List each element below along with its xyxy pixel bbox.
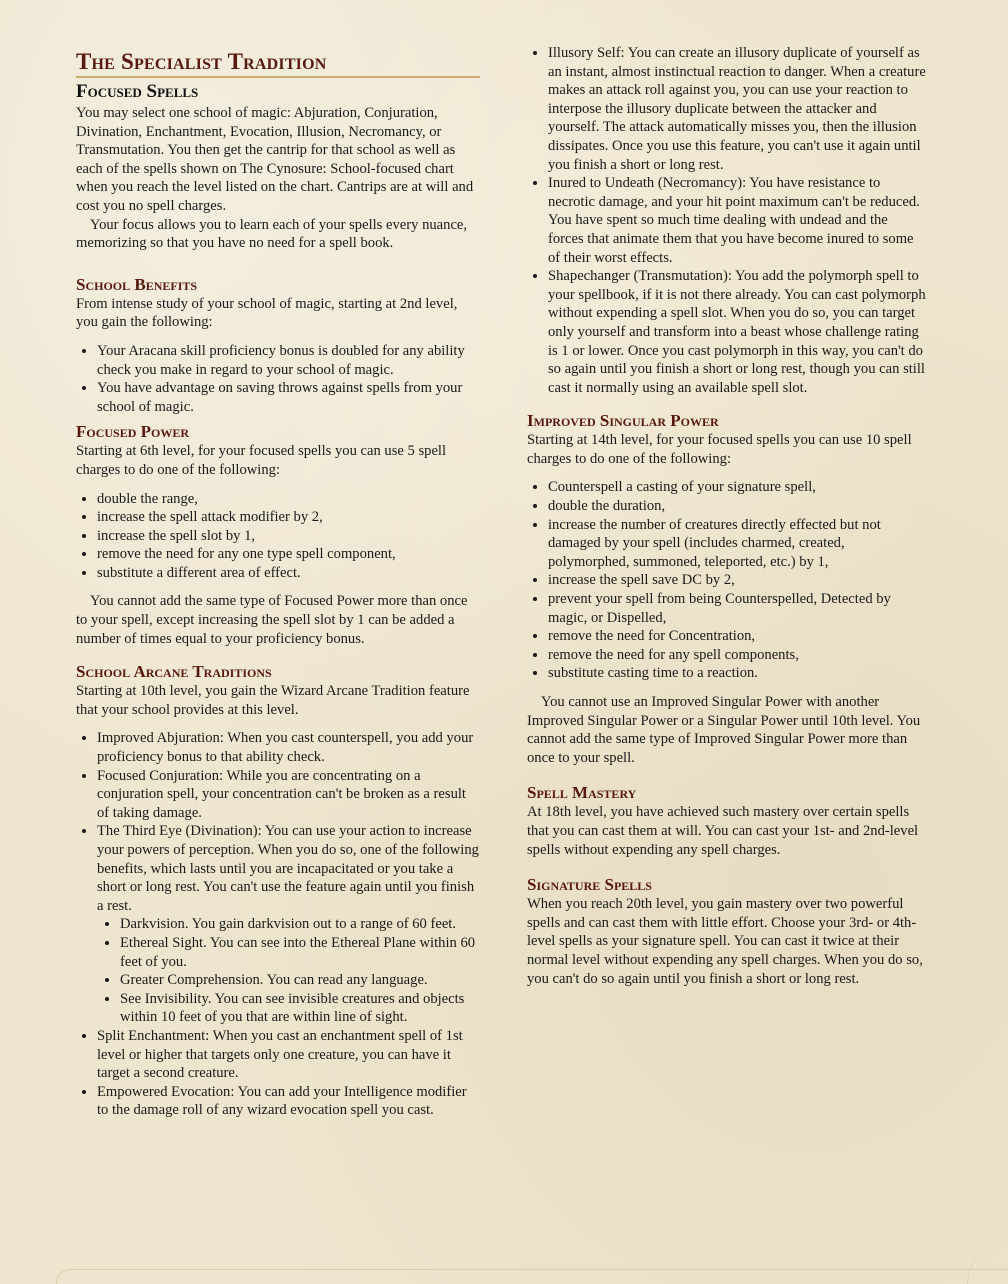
- improved-singular-intro: Starting at 14th level, for your focused spells you can use 10 spell charges to do one of the following:: [527, 432, 912, 467]
- focused-power-list: [76, 490, 480, 583]
- school-arcane-intro: Starting at 10th level, you gain the Wizard Arcane Tradition feature that your school provides at this level.: [76, 683, 470, 718]
- spell-mastery-heading: Spell Mastery: [527, 783, 637, 803]
- list-item: • Improved Abjuration: When you cast counterspell, you add your proficiency bonus to that ability check.: [97, 729, 480, 766]
- list-item: • double the duration,: [548, 497, 927, 516]
- focused-power-intro: Starting at 6th level, for your focused spells you can use 5 spell charges to do one of the following:: [76, 443, 447, 478]
- focused-spells-paragraph-2: Your focus allows you to learn each of your spells every nuance, memorizing so that you have no need for a spell book.: [76, 216, 468, 252]
- focused-power-outro: You cannot add the same type of Focused Power more than once to your spell, except increasing the spell slot by 1 can be added a number of times equal to your proficiency bonus.: [76, 593, 468, 647]
- list-item: • You have advantage on saving throws against spells from your school of magic.: [97, 379, 480, 416]
- school-benefits-heading: School Benefits: [76, 274, 198, 294]
- signature-spells-text: When you reach 20th level, you gain mastery over two powerful spells and can cast them with little effort. Choose your 3rd- or 4th-level spells as your signature spell. You can cast it twice at their normal level without expending any spell charges. When you do so, you can't do so again until you finish a short or long rest.: [527, 896, 923, 987]
- list-item: • increase the spell save DC by 2,: [548, 571, 927, 590]
- list-item: • Inured to Undeath (Necromancy): You have resistance to necrotic damage, and your hit point maximum can't be reduced. You have spent so much time dealing with undead and the forces that animate them that you have become inured to some of their worst effects.: [548, 174, 927, 267]
- list-item: • substitute a different area of effect.: [97, 564, 480, 583]
- improved-singular-power-heading: Improved Singular Power: [527, 411, 719, 431]
- list-item: • double the range,: [97, 490, 480, 509]
- list-item: • increase the spell attack modifier by 2,: [97, 508, 480, 527]
- list-item: • See Invisibility. You can see invisible creatures and objects within 10 feet of you that are within line of sight.: [120, 990, 480, 1027]
- list-item: • Counterspell a casting of your signature spell,: [548, 478, 927, 497]
- improved-singular-list: [527, 478, 927, 683]
- focused-power-heading: Focused Power: [76, 422, 190, 442]
- list-item: • increase the number of creatures directly effected but not damaged by your spell (includes charmed, created, polymorphed, summoned, teleported, etc.) by 1,: [548, 516, 927, 572]
- list-item: • Shapechanger (Transmutation): You add the polymorph spell to your spellbook, if it is not there already. You can cast polymorph without expending a spell slot. When you do so, you can target only yourself and transform into a beast whose challenge rating is 1 or lower. Once you cast polymorph in this way, you can't do so again until you finish a short or long rest, though you can still cast it normally using an available spell slot.: [548, 267, 927, 397]
- list-item: • prevent your spell from being Counterspelled, Detected by magic, or Dispelled,: [548, 590, 927, 627]
- left-column: [76, 44, 480, 1120]
- page-corner-ornament: [967, 1244, 1008, 1284]
- list-item: • Your Aracana skill proficiency bonus is doubled for any ability check you make in regard to your school of magic.: [97, 342, 480, 379]
- page-title: The Specialist Tradition: [76, 48, 480, 78]
- list-item: • remove the need for any spell components,: [548, 646, 927, 665]
- list-item: • substitute casting time to a reaction.: [548, 664, 927, 683]
- list-item: • Darkvision. You gain darkvision out to a range of 60 feet.: [120, 915, 480, 934]
- signature-spells-heading: Signature Spells: [527, 875, 652, 895]
- school-arcane-list: [76, 729, 480, 915]
- school-arcane-list-continued: [76, 1027, 480, 1120]
- spell-mastery-text: At 18th level, you have achieved such mastery over certain spells that you can cast them at will. You can cast your 1st- and 2nd-level spells without expending any spell charges.: [527, 804, 919, 858]
- focused-spells-paragraph-1: You may select one school of magic: Abjuration, Conjuration, Divination, Enchantment, Evocation, Illusion, Necromancy, or Transmutation. You then get the cantrip for that school as well as each of the spells shown on The Cynosure: School-focused chart when you reach the level listed on the chart. Cantrips are at will and cost you no spell charges.: [76, 105, 474, 214]
- school-arcane-list-right: [527, 44, 927, 397]
- list-item: • remove the need for any one type spell component,: [97, 545, 480, 564]
- school-benefits-intro: From intense study of your school of magic, starting at 2nd level, you gain the following:: [76, 295, 458, 331]
- page-footer-frame: [56, 1269, 1008, 1284]
- school-benefits-list: [76, 342, 480, 416]
- school-arcane-traditions-heading: School Arcane Traditions: [76, 662, 272, 682]
- list-item: • Focused Conjuration: While you are concentrating on a conjuration spell, your concentration can't be broken as a result of taking damage.: [97, 767, 480, 823]
- list-item: • The Third Eye (Divination): You can use your action to increase your powers of perception. When you do so, one of the following benefits, which lasts until you are incapacitated or you take a short or long rest. You can't use the feature again until you finish a rest.: [97, 822, 480, 915]
- list-item: • increase the spell slot by 1,: [97, 527, 480, 546]
- right-column: [527, 44, 927, 988]
- list-item: • Split Enchantment: When you cast an enchantment spell of 1st level or higher that targets only one creature, you can have it target a second creature.: [97, 1027, 480, 1083]
- list-item: • Greater Comprehension. You can read any language.: [120, 971, 480, 990]
- third-eye-benefits-list: [76, 915, 480, 1027]
- list-item: • remove the need for Concentration,: [548, 627, 927, 646]
- list-item: • Ethereal Sight. You can see into the Ethereal Plane within 60 feet of you.: [120, 934, 480, 971]
- list-item: • Empowered Evocation: You can add your Intelligence modifier to the damage roll of any wizard evocation spell you cast.: [97, 1083, 480, 1120]
- focused-spells-heading: Focused Spells: [76, 81, 199, 102]
- improved-singular-outro: You cannot use an Improved Singular Power with another Improved Singular Power or a Singular Power until 10th level. You cannot add the same type of Improved Singular Power more than once to your spell.: [527, 694, 921, 766]
- list-item: • Illusory Self: You can create an illusory duplicate of yourself as an instant, almost instinctual reaction to danger. When a creature makes an attack roll against you, you can use your reaction to interpose the illusory duplicate between the attacker and yourself. The attack automatically misses you, then the illusion dissipates. Once you use this feature, you can't use it again until you finish a short or long rest.: [548, 44, 927, 174]
